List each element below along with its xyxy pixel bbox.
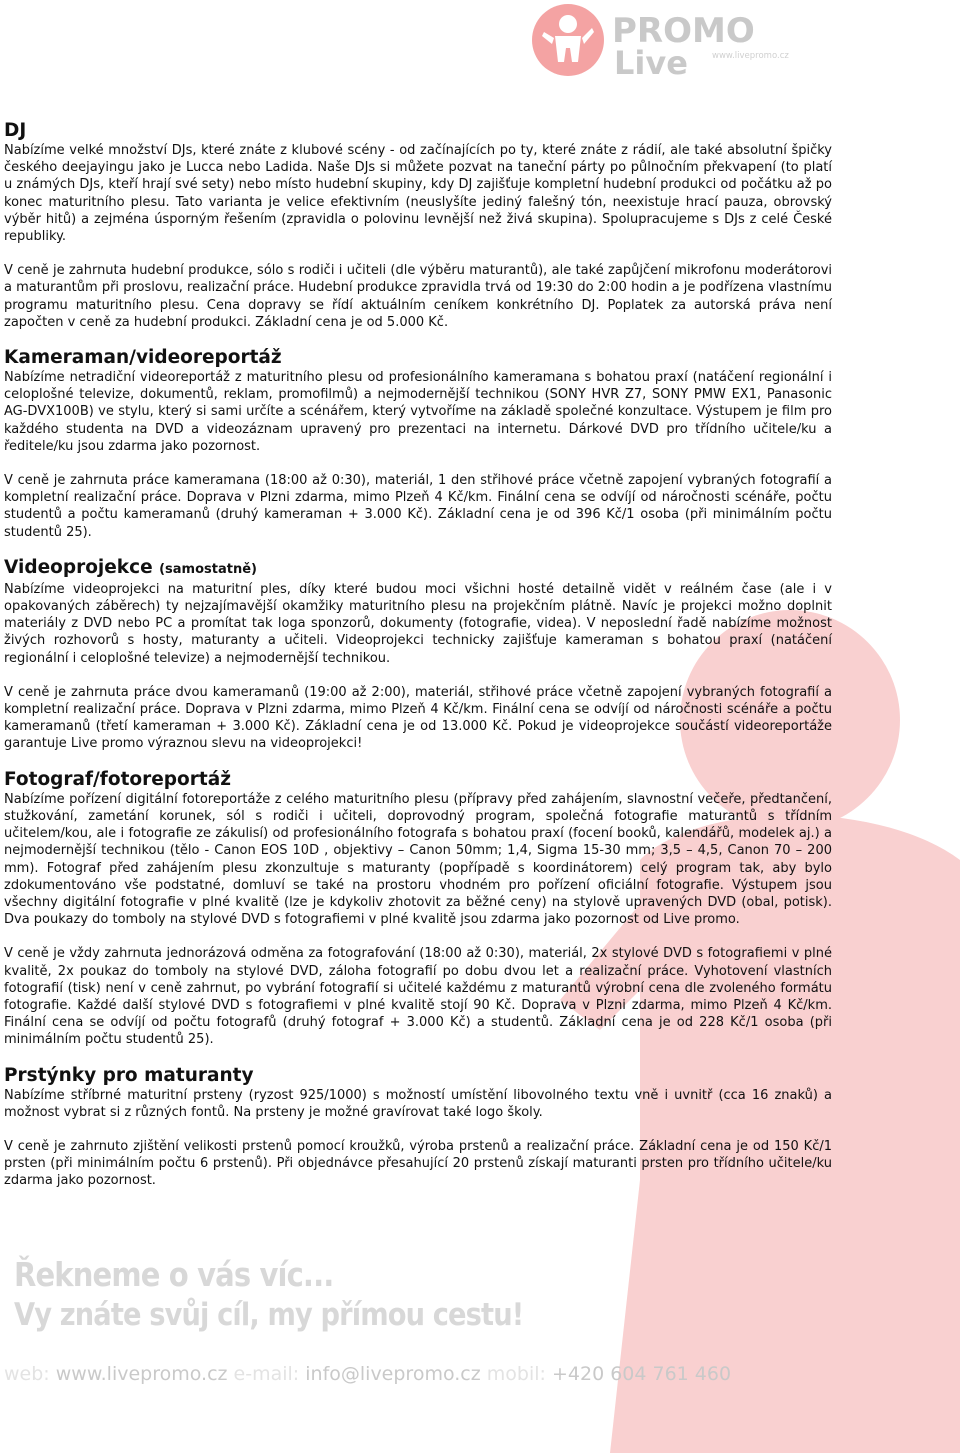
section-title: Videoprojekce (samostatně) — [4, 556, 257, 578]
section-paragraph: Nabízíme videoprojekci na maturitní ples, díky které budou moci všichni hosté detailně vidět v reálném čase (ale i v opakovaných záběrech) ty nejzajímavější okamžiky maturitního plesu na projekčním plátně. Navíc je projekci možno doplnit materiály z DVD nebo PC a promítat tak loga sponzorů, dokumenty (fotografie, videa). V neposlední řadě nabízíme možnost živých rozhovorů s hosty, maturanty a učiteli. Videoprojekci technicky zajišťuje kameraman s bohatou praxí (natáčení regionální i celoplošné televize) a nejmodernější technikou. — [4, 581, 832, 666]
section-paragraph: V ceně je zahrnuta práce kameramana (18:00 až 0:30), materiál, 1 den střihové práce včetně zapojení vybraných fotografií a kompletní realizační práce. Doprava v Plzni zdarma, mimo Plzeň 4 Kč/km. Finální cena se odvíjí od náročnosti scénáře, počtu studentů a počtu kameramanů (druhý kameraman + 3.000 Kč). Základní cena je od 396 Kč/1 osoba (při minimálním počtu studentů 25). — [4, 473, 832, 540]
logo-word-live: Live — [614, 44, 688, 82]
section-title: Prstýnky pro maturanty — [4, 1064, 254, 1086]
email-link[interactable]: info@livepromo.cz — [305, 1363, 481, 1385]
section-dj — [4, 120, 832, 331]
section-kameraman — [4, 347, 832, 541]
section-paragraph: V ceně je vždy zahrnuta jednorázová odměna za fotografování (18:00 až 0:30), materiál, 2x stylové DVD s fotografiemi v plné kvalitě, 2x poukaz do tomboly na stylové DVD, záloha fotografií po dobu dvou let a realizační práce. Vyhotovení vlastních fotografií (tisk) není v ceně zahrnut, po vybrání fotografií si učitelé každému z maturantů výrobní cena dle zvoleného formátu fotografie. Každé další stylové DVD s fotografiemi v plné kvalitě stojí 90 Kč. Doprava v Plzni zdarma, mimo Plzeň 4 Kč/km. Finální cena se odvíjí od počtu fotografů (druhý fotograf + 3.000 Kč) a studentů. Základní cena je od 228 Kč/1 osoba (při minimálním počtu studentů 25). — [4, 946, 832, 1048]
livepromo-logo — [528, 2, 808, 82]
slogan-line-1: Řekneme o vás víc... — [14, 1255, 334, 1294]
footer-contact — [4, 1362, 731, 1386]
web-link[interactable]: www.livepromo.cz — [55, 1363, 228, 1385]
section-paragraph: Nabízíme pořízení digitální fotoreportáže z celého maturitního plesu (přípravy před zahájením, slavnostní večeře, předtančení, stužkování, zametání korunek, sól s rodiči i učiteli, doprovodný program, společná fotografie maturantů s třídním učitelem/kou, ale i fotografie ze zákulisí) od profesionálního fotografa s bohatou praxí (focení booků, kalendářů, modelek aj.) a nejmodernější technikou (tělo - Canon EOS 10D , objektivy – Canon 50mm; 1,4, Sigma 15-30 mm; 3,5 – 4,5, Canon 70 – 200 mm). Fotograf před zahájením plesu zkonzultuje s maturanty (popřípadě s koordinátorem) celý program tak, aby bylo zdokumentováno vše podstatné, domluví se také na prostoru vhodném pro pořízení oficiální fotografie. Výstupem jsou všechny digitální fotografie v plné kvalitě (lze je kdykoliv zhotovit za běžné ceny) na stylově upravených DVD (obal, potisk). Dva poukazy do tomboly na stylové DVD s fotografiemi v plné kvalitě jsou zdarma jako pozornost od Live promo. — [4, 791, 832, 928]
section-paragraph: Nabízíme netradiční videoreportáž z maturitního plesu od profesionálního kameramana s bohatou praxí (natáčení regionální i celoplošné televize, dokumentů, reklam, promofilmů) a nejmodernější technikou (SONY HVR Z7, SONY PMW EX1, Panasonic AG-DVX100B) ve stylu, který si sami určíte a scénářem, který vytvoříme na základě společné konzultace. Výstupem je film pro každého studenta na DVD a videozáznam upravený pro prezentaci na internetu. Dárkové DVD pro třídního učitele/ku a ředitele/ku jsou zdarma jako pozornost. — [4, 370, 832, 454]
section-videoprojekce — [4, 557, 832, 753]
section-paragraph: Nabízíme stříbrné maturitní prsteny (ryzost 925/1000) s možností umístění libovolného textu vně i uvnitř (cca 16 znaků) a možnost vybrat si z různých fontů. Na prsteny je možné gravírovat také logo školy. — [4, 1087, 832, 1120]
web-label: web: — [4, 1363, 50, 1385]
section-title: Fotograf/fotoreportáž — [4, 768, 231, 790]
slogan-line-2: Vy znáte svůj cíl, my přímou cestu! — [14, 1297, 524, 1333]
footer-slogan — [14, 1255, 593, 1335]
section-title-suffix: (samostatně) — [159, 561, 257, 577]
section-paragraph: V ceně je zahrnuta hudební produkce, sólo s rodiči i učiteli (dle výběru maturantů), ale také zapůjčení mikrofonu moderátorovi a maturantům při proslovu, realizační práce. Hudební produkce zpravidla trvá od 19:30 do 2:00 hodin a je podřízena vlastnímu programu maturitního plesu. Cena dopravy se řídí aktuálním ceníkem konkrétního DJ. Poplatek za autorská práva není započten v ceně za hudební produkci. Základní cena je od 5.000 Kč. — [4, 263, 832, 330]
phone-number[interactable]: +420 604 761 460 — [551, 1363, 732, 1385]
logo-word-promo: PROMO — [612, 11, 755, 51]
section-fotograf — [4, 769, 832, 1049]
section-paragraph: V ceně je zahrnuto zjištění velikosti prstenů pomocí kroužků, výroba prstenů a realizační práce. Základní cena je od 150 Kč/1 prsten (při minimálním počtu 6 prstenů). Při objednávce přesahující 20 prstenů získají maturanti prsten pro třídního učitele/ku zdarma jako pozornost. — [4, 1138, 832, 1189]
section-paragraph: Nabízíme velké množství DJs, které znáte z klubové scény - od začínajících po ty, které znáte z rádií, ale také absolutní špičky českého deejayingu jako je Lucca nebo Ladida. Naše DJs si můžete pozvat na taneční párty po půlnočním překvapení (to platí u známých DJs, kteří hrají své sety) nebo místo hudební skupiny, kdy DJ zajišťuje kompletní hudební produkci od počátku až po konec maturitního plesu. Tato varianta je velice efektivním (neuslyšíte jediný falešný tón, neexistuje hrací pauza, obrovský výběr hitů) a zejména úsporným řešením (zpravidla o polovinu levnější než živá skupina). Spolupracujeme s DJs z celé České republiky. — [4, 143, 832, 245]
section-title: DJ — [4, 120, 27, 141]
logo-url: www.livepromo.cz — [712, 51, 789, 61]
email-label: e-mail: — [233, 1363, 300, 1385]
section-paragraph: V ceně je zahrnuta práce dvou kameramanů (19:00 až 2:00), materiál, střihové práce včetně zapojení vybraných fotografií a kompletní realizační práce. Doprava v Plzni zdarma, mimo Plzeň 4 Kč/km. Finální cena se odvíjí od náročnosti scénáře a počtu kameramanů (třetí kameraman + 3.000 Kč). Základní cena je od 13.000 Kč. Pokud je videoprojekce součástí videoreportáže garantuje Live promo výraznou slevu na videoprojekci! — [4, 684, 832, 752]
mobil-label: mobil: — [486, 1363, 546, 1385]
services-content — [4, 120, 832, 1190]
section-title: Kameraman/videoreportáž — [4, 347, 282, 369]
section-prstynky — [4, 1065, 832, 1190]
